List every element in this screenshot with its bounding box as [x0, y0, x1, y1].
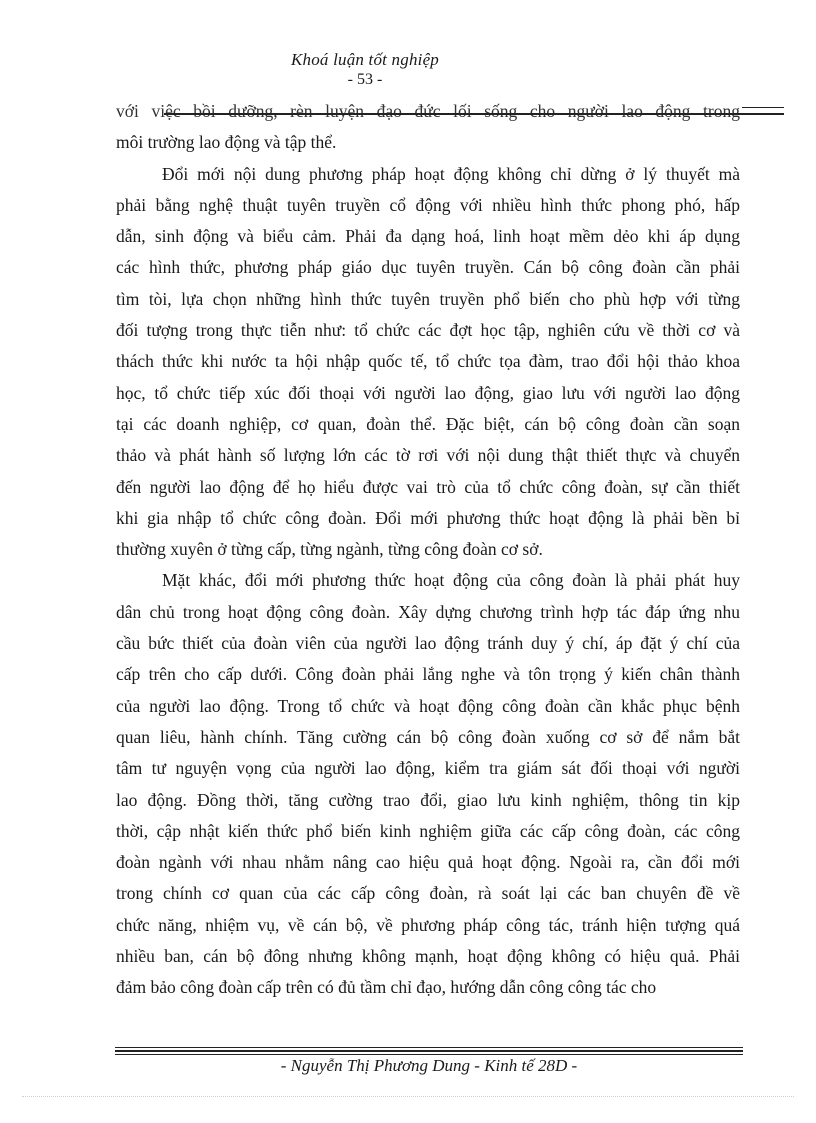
text-line: khi gia nhập tổ chức công đoàn. Đổi mới phương thức hoạt động là phải bền bỉ [116, 507, 740, 528]
text-line: lao động. Đồng thời, tăng cường trao đổi, giao lưu kinh nghiệm, thông tin kịp [116, 789, 740, 810]
paragraph-first-line: Mặt khác, đổi mới phương thức hoạt động của công đoàn là phải phát huy [162, 570, 740, 591]
text-line: đối tượng trong thực tiễn như: tổ chức các đợt học tập, nghiên cứu về thời cơ và [116, 320, 740, 341]
text-line: đến người lao động để họ hiểu được vai trò của tổ chức công đoàn, sự cần thiết [116, 476, 740, 497]
text-line: các hình thức, phương pháp giáo dục tuyên truyền. Cán bộ công đoàn cần phải [116, 257, 740, 278]
text-line: chức năng, nhiệm vụ, về cán bộ, về phương pháp công tác, tránh hiện tượng quá [116, 914, 740, 935]
text-line: tâm tư nguyện vọng của người lao động, kiểm tra giám sát đối thoại với người [116, 758, 740, 779]
text-line: nhiều ban, cán bộ đông nhưng không mạnh, hoạt động không có hiệu quả. Phải [116, 946, 740, 967]
paragraph-first-line: Đổi mới nội dung phương pháp hoạt động không chỉ dừng ở lý thuyết mà [162, 163, 740, 184]
footer-rule [115, 1054, 743, 1055]
text-line: trong chính cơ quan của các cấp công đoàn, rà soát lại các ban chuyên đề về [116, 883, 740, 904]
text-line: thách thức khi nước ta hội nhập quốc tế, tổ chức tọa đàm, trao đổi hội thảo khoa [116, 351, 740, 372]
text-line: thường xuyên ở từng cấp, từng ngành, từng công đoàn cơ sở. [116, 539, 543, 560]
text-line: đảm bảo công đoàn cấp trên có đủ tầm chỉ đạo, hướng dẫn công công tác cho [116, 977, 657, 998]
text-line: môi trường lao động và tập thể. [116, 132, 337, 153]
text-line: học, tổ chức tiếp xúc đối thoại với người lao động, giao lưu với người lao động [116, 382, 740, 403]
footer-rule [115, 1050, 743, 1052]
text-line: với việc bồi dưỡng, rèn luyện đạo đức lối sống cho người lao động trong [116, 101, 740, 121]
header-rule [742, 107, 784, 108]
text-line: của người lao động. Trong tổ chức và hoạt động công đoàn cần khắc phục bệnh [116, 695, 740, 716]
text-line: tìm tòi, lựa chọn những hình thức tuyên truyền phổ biến cho phù hợp với từng [116, 288, 740, 309]
header-underline [164, 113, 784, 115]
text-line: cấp trên cho cấp dưới. Công đoàn phải lắng nghe và tôn trọng ý kiến chân thành [116, 664, 740, 685]
text-line: cầu bức thiết của đoàn viên của người lao động tránh duy ý chí, áp đặt ý chí của [116, 633, 740, 654]
page-bottom-divider [22, 1096, 794, 1097]
text-line: quan liêu, hành chính. Tăng cường cán bộ công đoàn xuống cơ sở để nắm bắt [116, 726, 740, 747]
body-text [116, 96, 740, 1004]
text-line: dân chủ trong hoạt động công đoàn. Xây dựng chương trình hợp tác đáp ứng nhu [116, 601, 740, 622]
text-line: phải bằng nghệ thuật tuyên truyền cổ động với nhiều hình thức phong phó, hấp [116, 194, 740, 215]
page-number: - 53 - [347, 71, 383, 88]
text-line: tại các doanh nghiệp, cơ quan, đoàn thể. Đặc biệt, cán bộ công đoàn cần soạn [116, 413, 740, 434]
header-title: Khoá luận tốt nghiệp [290, 50, 440, 69]
text-line: đoàn ngành với nhau nhằm nâng cao hiệu quả hoạt động. Ngoài ra, cần đổi mới [116, 852, 740, 873]
text-line: dẫn, sinh động và biểu cảm. Phải đa dạng hoá, linh hoạt mềm dẻo khi áp dụng [116, 226, 740, 247]
text-line: thời, cập nhật kiến thức phổ biến kinh nghiệm giữa các cấp công đoàn, các công [116, 820, 740, 841]
text-line: thảo và phát hành số lượng lớn các tờ rơi với nội dung thật thiết thực và chuyển [116, 445, 740, 466]
footer-author: - Nguyễn Thị Phương Dung - Kinh tế 28D - [280, 1056, 578, 1075]
footer-rule [115, 1047, 743, 1048]
